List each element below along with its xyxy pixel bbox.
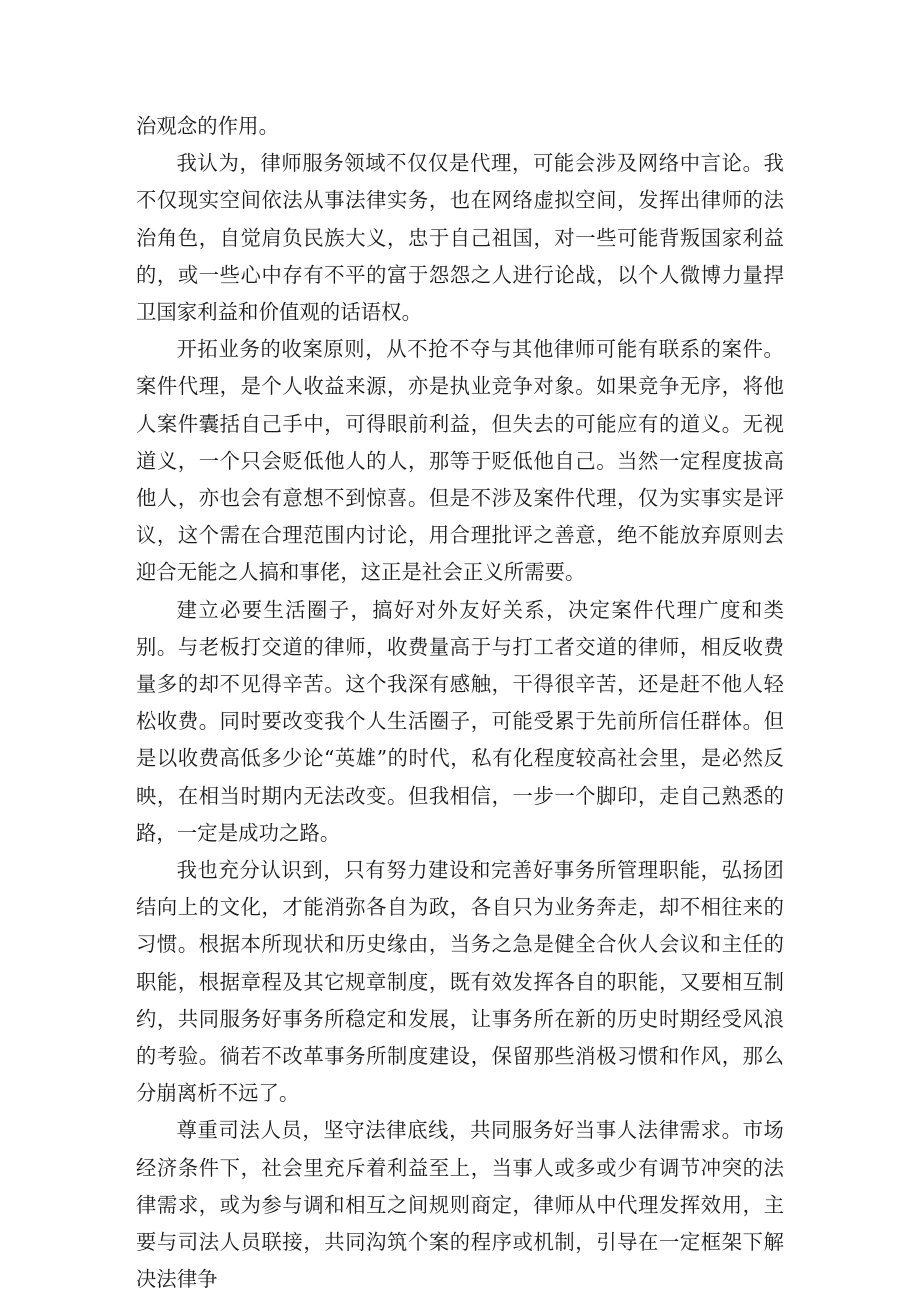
paragraph-judicial-respect: 尊重司法人员，坚守法律底线，共同服务好当事人法律需求。市场经济条件下，社会里充斥着利益至上，当事人或多或少有调节冲突的法律需求，或为参与调和相互之间规则商定，律师从中代理发挥效用，主要与司法人员联接，共同沟筑个案的程序或机制，引导在一定框架下解决法律争 xyxy=(136,1118,784,1292)
paragraph-firm-management: 我也充分认识到，只有努力建设和完善好事务所管理职能，弘扬团结向上的文化，才能消弥各自为政，各自只为业务奔走，却不相往来的习惯。根据本所现状和历史缘由，当务之急是健全合伙人会议和主任的职能，根据章程及其它规章制度，既有效发挥各自的职能，又要相互制约，共同服务好事务所稳定和发展，让事务所在新的历史时期经受风浪的考验。徜若不改革事务所制度建设，保留那些消极习惯和作风，那么分崩离析不远了。 xyxy=(136,858,784,1106)
paragraph-case-acceptance: 开拓业务的收案原则，从不抢不夺与其他律师可能有联系的案件。案件代理，是个人收益来源，亦是执业竞争对象。如果竞争无序，将他人案件囊括自己手中，可得眼前利益，但失去的可能应有的道义。无视道义，一个只会贬低他人的人，那等于贬低他自己。当然一定程度拔高他人，亦也会有意想不到惊喜。但是不涉及案件代理，仅为实事实是评议，这个需在合理范围内讨论，用合理批评之善意，绝不能放弃原则去迎合无能之人搞和事佬，这正是社会正义所需要。 xyxy=(136,337,784,585)
paragraph-continued: 治观念的作用。 xyxy=(136,114,280,138)
paragraph-social-circle: 建立必要生活圈子，搞好对外友好关系，决定案件代理广度和类别。与老板打交道的律师，收费量高于与打工者交道的律师，相反收费量多的却不见得辛苦。这个我深有感触，干得很辛苦，还是赶不他人轻松收费。同时要改变我个人生活圈子，可能受累于先前所信任群体。但是以收费高低多少论“英雄”的时代，私有化程度较高社会里，是必然反映，在相当时期内无法改变。但我相信，一步一个脚印，走自己熟悉的路，一定是成功之路。 xyxy=(136,597,784,845)
paragraph-online-speech: 我认为，律师服务领域不仅仅是代理，可能会涉及网络中言论。我不仅现实空间依法从事法律实务，也在网络虚拟空间，发挥出律师的法治角色，自觉肩负民族大义，忠于自己祖国，对一些可能背叛国家利益的，或一些心中存有不平的富于怨怨之人进行论战，以个人微博力量捍卫国家利益和价值观的话语权。 xyxy=(136,151,784,325)
document-body xyxy=(136,108,784,1299)
